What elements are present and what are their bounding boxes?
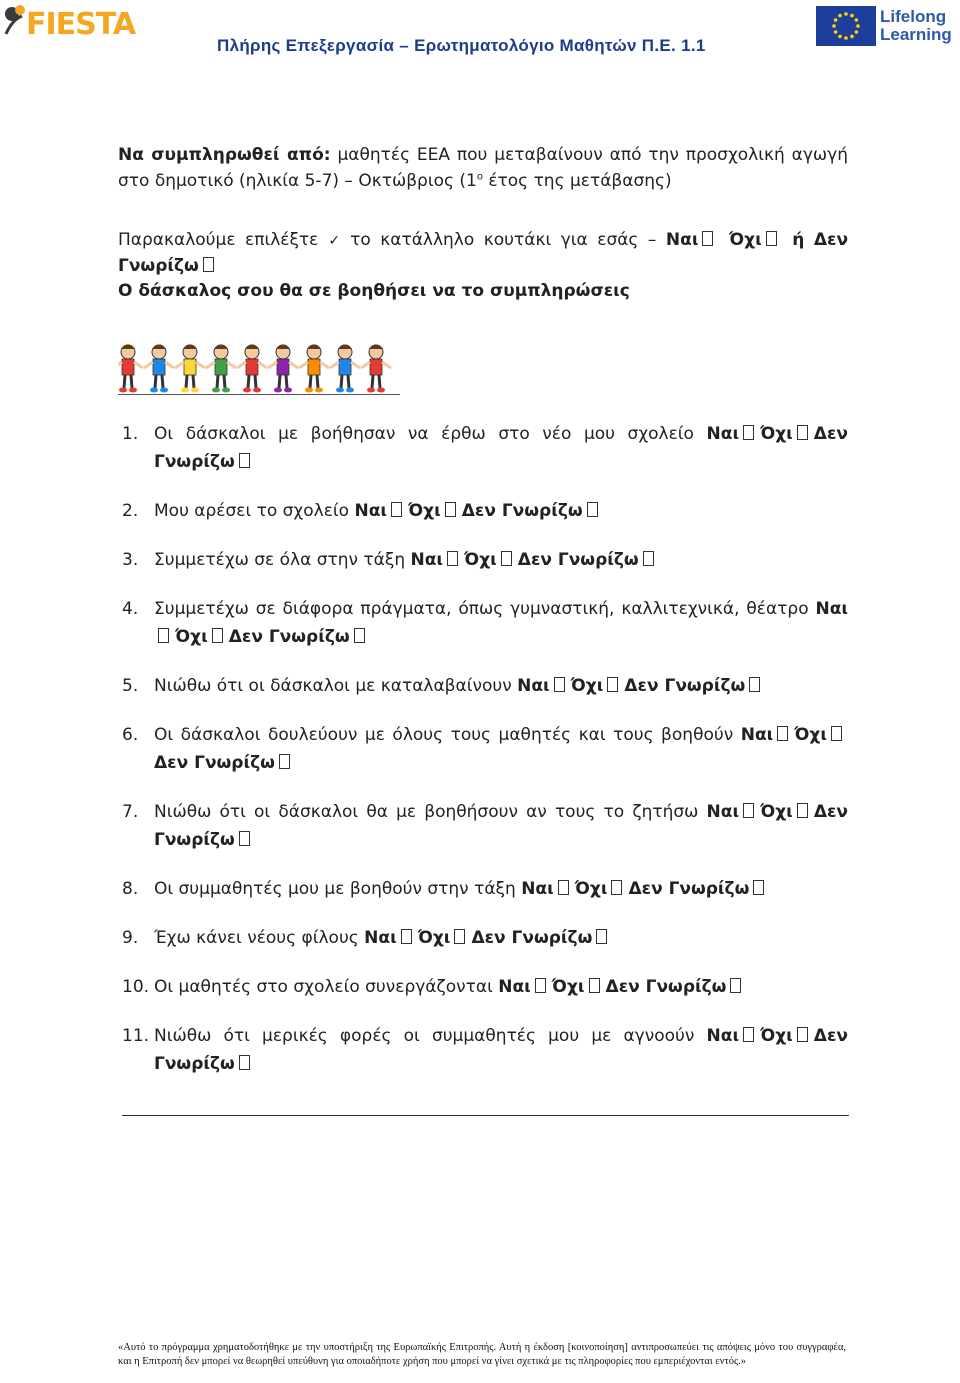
- no-checkbox[interactable]: [212, 628, 223, 643]
- intro-paragraph: [118, 142, 848, 194]
- option-yes-label: Ναι: [498, 977, 531, 997]
- intro-text-b: έτος της μετάβασης): [482, 171, 672, 191]
- logo-line-1: Lifelong: [880, 7, 947, 26]
- question-list: [118, 420, 848, 1099]
- dont-know-checkbox[interactable]: [749, 677, 760, 692]
- no-checkbox[interactable]: [454, 929, 465, 944]
- no-checkbox[interactable]: [445, 502, 456, 517]
- option-no-label: Όχι: [760, 1026, 793, 1046]
- option-dont-know-label: Δεν Γνωρίζω: [228, 627, 350, 647]
- option-dont-know-label: Δεν Γνωρίζω: [154, 753, 275, 773]
- option-dont-know-label: Δεν Γνωρίζω: [118, 230, 849, 276]
- option-dont-know-label: Δεν Γνωρίζω: [605, 977, 727, 997]
- child-figure: [299, 345, 329, 393]
- dont-know-checkbox[interactable]: [239, 831, 250, 846]
- question-number: 9.: [122, 928, 139, 948]
- option-yes-label: Ναι: [517, 676, 550, 696]
- intro-label: Να συμπληρωθεί από:: [118, 145, 331, 165]
- yes-checkbox[interactable]: [447, 551, 458, 566]
- option-dont-know-label: Δεν Γνωρίζω: [154, 802, 849, 850]
- flower-icon: [2, 4, 28, 38]
- yes-checkbox[interactable]: [777, 726, 788, 741]
- question-item: [118, 924, 848, 952]
- option-no-label: Όχι: [574, 879, 608, 899]
- question-number: 3.: [122, 550, 139, 570]
- footer-disclaimer: «Αυτό το πρόγραμμα χρηματοδοτήθηκε με την υποστήριξη της Ευρωπαϊκής Επιτροπής. Αυτή η έκδοση [κοινοποίηση] αντιπροσωπεύει τις απόψεις μόνο του συγγραφέα, και η Επιτροπή δεν μπορεί να θεωρηθεί υπεύθυνη για οποιαδήποτε χρήση που μπορεί να γίνει σχετικά με τις πληροφορίες που εμπεριέχονται εντός.»: [118, 1342, 846, 1367]
- question-item: [118, 546, 848, 574]
- yes-checkbox[interactable]: [558, 880, 569, 895]
- no-checkbox[interactable]: [797, 1027, 808, 1042]
- yes-checkbox[interactable]: [158, 628, 169, 643]
- checkmark-icon: ✓: [328, 233, 341, 249]
- no-checkbox[interactable]: [797, 803, 808, 818]
- no-checkbox[interactable]: [607, 677, 618, 692]
- checkbox-icon: [766, 231, 777, 246]
- option-yes-label: Ναι: [521, 879, 554, 899]
- instructions-text-b: το κατάλληλο κουτάκι για εσάς –: [350, 230, 657, 250]
- lifelong-learning-logo: [816, 4, 960, 50]
- divider: [118, 394, 400, 395]
- option-no-label: Όχι: [794, 725, 827, 745]
- intro-superscript: ο: [476, 171, 483, 183]
- child-figure: [330, 345, 360, 393]
- question-text: Έχω κάνει νέους φίλους: [154, 928, 359, 948]
- dont-know-checkbox[interactable]: [753, 880, 764, 895]
- fiesta-logo: [0, 0, 140, 46]
- divider: [122, 1115, 849, 1116]
- question-text: Μου αρέσει το σχολείο: [154, 501, 350, 521]
- question-number: 7.: [122, 802, 139, 822]
- question-item: [118, 721, 848, 777]
- question-number: 4.: [122, 599, 139, 619]
- question-item: [118, 875, 848, 903]
- question-item: [118, 973, 848, 1001]
- yes-checkbox[interactable]: [743, 1027, 754, 1042]
- child-figure: [118, 345, 143, 393]
- question-item: [118, 1022, 848, 1078]
- intro-text-a: μαθητές ΕΕΑ που μεταβαίνουν από την προσχολική αγωγή στο δημοτικό (ηλικία 5-7) – Οκτώβριος (1: [118, 145, 848, 191]
- question-number: 11.: [122, 1026, 150, 1046]
- question-text: Νιώθω ότι οι δάσκαλοι θα με βοηθήσουν αν τους το ζητήσω: [154, 802, 699, 822]
- question-text: Οι συμμαθητές μου με βοηθούν στην τάξη: [154, 879, 516, 899]
- checkbox-icon: [203, 257, 214, 272]
- instructions-line-2: Ο δάσκαλος σου θα σε βοηθήσει να το συμπληρώσεις: [118, 281, 630, 301]
- option-yes-label: Ναι: [706, 1026, 740, 1046]
- question-item: [118, 420, 848, 476]
- option-yes-label: Ναι: [740, 725, 774, 745]
- option-yes-label: Ναι: [410, 550, 444, 570]
- option-no-label: Όχι: [175, 627, 208, 647]
- child-figure: [361, 345, 391, 393]
- option-no-label: Όχι: [551, 977, 585, 997]
- question-text: Οι δάσκαλοι δουλεύουν με όλους τους μαθητές και τους βοηθούν: [154, 725, 734, 745]
- option-yes-label: Ναι: [354, 501, 387, 521]
- instructions-text-a: Παρακαλούμε επιλέξτε: [118, 230, 319, 250]
- question-item: [118, 595, 848, 651]
- eu-flag-icon: [816, 6, 876, 46]
- option-dont-know-label: Δεν Γνωρίζω: [154, 424, 848, 472]
- option-no-label: Όχι: [760, 424, 793, 444]
- option-no-label: Όχι: [417, 928, 451, 948]
- option-yes-label: Ναι: [706, 802, 740, 822]
- question-number: 2.: [122, 501, 139, 521]
- dont-know-checkbox[interactable]: [239, 1055, 250, 1070]
- page-title: Πλήρης Επεξεργασία – Ερωτηματολόγιο Μαθητών Π.Ε. 1.1: [217, 36, 706, 55]
- question-text: Συμμετέχω σε διάφορα πράγματα, όπως γυμναστική, καλλιτεχνικά, θέατρο: [154, 599, 809, 619]
- children-illustration: [118, 338, 403, 396]
- dont-know-checkbox[interactable]: [596, 929, 607, 944]
- question-text: Νιώθω ότι οι δάσκαλοι με καταλαβαίνουν: [154, 676, 512, 696]
- option-yes-label: Ναι: [364, 928, 397, 948]
- child-figure: [144, 345, 174, 393]
- dont-know-checkbox[interactable]: [354, 628, 365, 643]
- option-no-label: Όχι: [464, 550, 497, 570]
- option-no-label: Όχι: [408, 501, 441, 521]
- question-text: Νιώθω ότι μερικές φορές οι συμμαθητές μου με αγνοούν: [154, 1026, 695, 1046]
- no-checkbox[interactable]: [611, 880, 622, 895]
- option-dont-know-label: Δεν Γνωρίζω: [517, 550, 639, 570]
- question-item: [118, 798, 848, 854]
- yes-checkbox[interactable]: [554, 677, 565, 692]
- option-or-label: ή: [792, 230, 805, 250]
- no-checkbox[interactable]: [831, 726, 842, 741]
- yes-checkbox[interactable]: [391, 502, 402, 517]
- option-no-label: Όχι: [570, 676, 604, 696]
- child-figure: [237, 345, 267, 393]
- question-number: 8.: [122, 879, 139, 899]
- option-yes-label: Ναι: [815, 599, 848, 619]
- question-number: 5.: [122, 676, 139, 696]
- dont-know-checkbox[interactable]: [643, 551, 654, 566]
- option-no-label: Όχι: [728, 230, 762, 250]
- no-checkbox[interactable]: [589, 978, 600, 993]
- yes-checkbox[interactable]: [743, 803, 754, 818]
- logo-line-2: Learning: [880, 25, 952, 44]
- option-dont-know-label: Δεν Γνωρίζω: [624, 676, 746, 696]
- question-text: Οι μαθητές στο σχολείο συνεργάζονται: [154, 977, 493, 997]
- instructions: [118, 228, 848, 304]
- child-figure: [268, 345, 298, 393]
- child-figure: [206, 345, 236, 393]
- option-dont-know-label: Δεν Γνωρίζω: [461, 501, 583, 521]
- yes-checkbox[interactable]: [743, 425, 754, 440]
- dont-know-checkbox[interactable]: [587, 502, 598, 517]
- question-number: 1.: [122, 424, 139, 444]
- question-item: [118, 672, 848, 700]
- checkbox-icon: [702, 231, 713, 246]
- question-number: 6.: [122, 725, 139, 745]
- yes-checkbox[interactable]: [535, 978, 546, 993]
- question-text: Συμμετέχω σε όλα στην τάξη: [154, 550, 406, 570]
- option-dont-know-label: Δεν Γνωρίζω: [154, 1026, 848, 1074]
- no-checkbox[interactable]: [797, 425, 808, 440]
- child-figure: [175, 345, 205, 393]
- option-yes-label: Ναι: [665, 230, 699, 250]
- lifelong-learning-text: [880, 8, 952, 44]
- no-checkbox[interactable]: [501, 551, 512, 566]
- option-yes-label: Ναι: [706, 424, 740, 444]
- dont-know-checkbox[interactable]: [279, 754, 290, 769]
- question-item: [118, 497, 848, 525]
- question-text: Οι δάσκαλοι με βοήθησαν να έρθω στο νέο μου σχολείο: [154, 424, 694, 444]
- dont-know-checkbox[interactable]: [730, 978, 741, 993]
- dont-know-checkbox[interactable]: [239, 453, 250, 468]
- question-number: 10.: [122, 977, 150, 997]
- yes-checkbox[interactable]: [401, 929, 412, 944]
- option-dont-know-label: Δεν Γνωρίζω: [471, 928, 593, 948]
- fiesta-logo-text: FIESTA: [26, 7, 136, 42]
- option-no-label: Όχι: [760, 802, 793, 822]
- option-dont-know-label: Δεν Γνωρίζω: [628, 879, 750, 899]
